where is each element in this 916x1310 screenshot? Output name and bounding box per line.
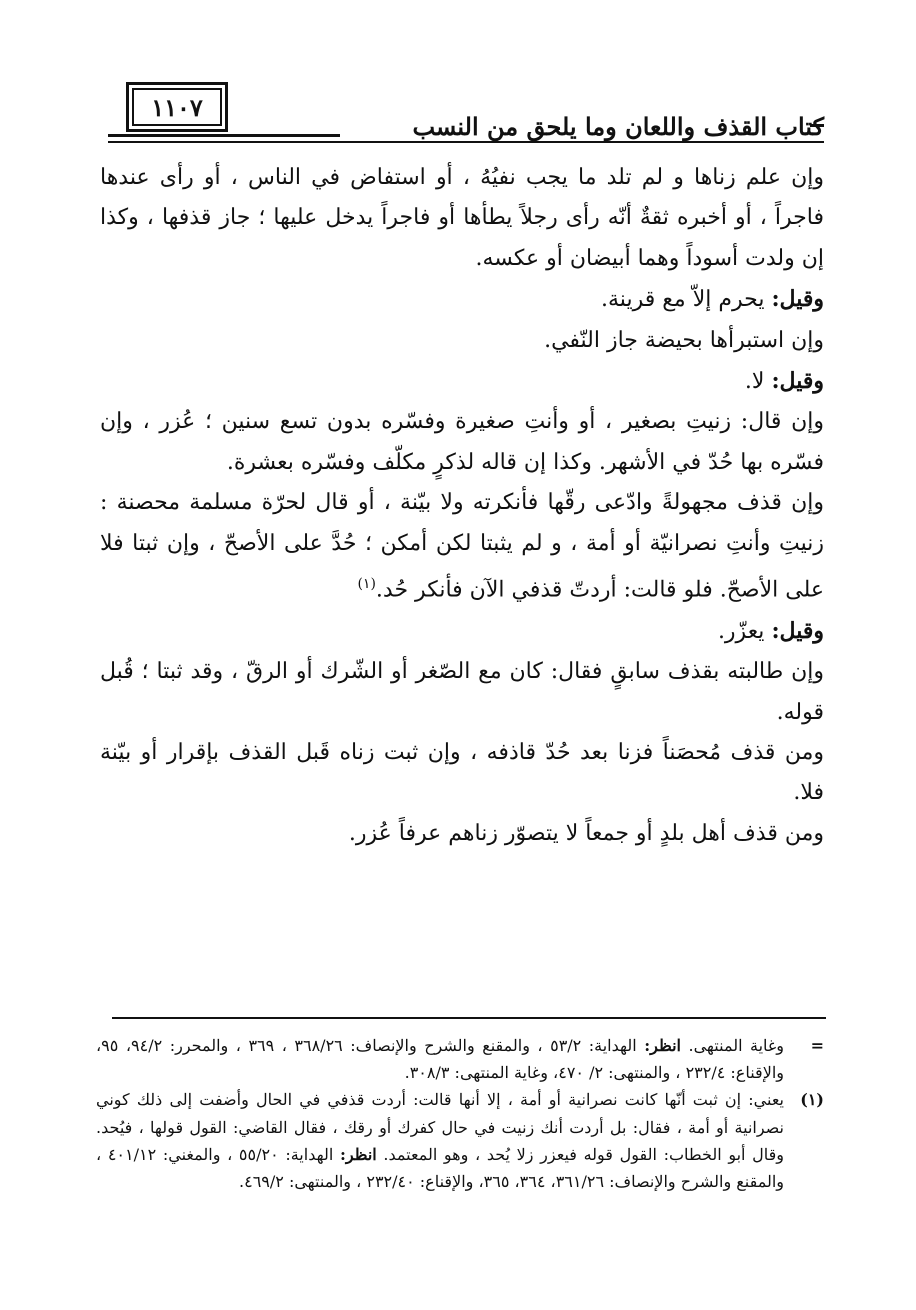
- paragraph-4: [100, 483, 824, 611]
- opinion-3: [100, 611, 824, 652]
- header-rule-left: [108, 134, 340, 137]
- page-number: [126, 82, 228, 132]
- opinion-text: يعزّر.: [717, 618, 765, 644]
- paragraph-1: وإن علم زناها و لم تلد ما يجب نفيُهُ ، أو استفاض في الناس ، أو رأى عندها فاجراً ، أو أخبره ثقةٌ أنّه رأى رجلاً يطأها أو فاجراً يدخل عليها ؛ جاز قذفها ، وكذا إن ولدت أسوداً وهما أبيضان أو عكسه.: [100, 165, 824, 271]
- opinion-1: [100, 279, 824, 320]
- paragraph-5: وإن طالبته بقذف سابقٍ فقال: كان مع الصّغر أو الشّرك أو الرقّ ، وقد ثبتا ؛ قُبل قوله.: [100, 659, 824, 725]
- main-text: [100, 158, 824, 854]
- opinion-label: وقيل:: [771, 617, 824, 644]
- paragraph-2: وإن استبرأها بحيضة جاز النّفي.: [544, 327, 824, 353]
- footnote-1: [96, 1086, 824, 1195]
- footnote-text: يعني: إن ثبت أنّها كانت نصرانية أو أمة ، إلا أنها قالت: أردت قذفي في الحال وأضفت إلى ذلك كوني نصرانية أو أمة ، فقال: بل أردت أنك زنيت في حال كفرك أو رقك ، فقال القاضي: القول قولها ، فيُحد. وقال أبو الخطاب: القول قوله فيعزر زلا يُحد ، وهو المعتمد.: [96, 1090, 785, 1164]
- footnote-text: الهداية: ٥٥/٢٠ ، والمغني: ٤٠١/١٢ ، والمقنع والشرح والإنصاف: ٣٦١/٢٦، ٣٦٤، ٣٦٥، والإقناع: ٢٣٢/٤٠ ، والمنتهى: ٤٦٩/٢.: [96, 1144, 784, 1192]
- footnotes: [96, 1032, 824, 1195]
- paragraph-4-text: وإن قذف مجهولةً وادّعى رقّها فأنكرته ولا بيّنة ، أو قال لحرّة مسلمة محصنة : زنيتِ وأنتِ نصرانيّة أو أمة ، و لم يثبتا لكن أمكن ؛ حُدَّ على الأصحّ ، وإن ثبتا فلا على الأصحّ. فلو قالت: أردتّ قذفي الآن فأنكر حُد.: [100, 490, 824, 603]
- footnote-marker: =: [810, 1036, 824, 1055]
- paragraph-6: ومن قذف مُحصَناً فزنا بعد حُدّ قاذفه ، وإن ثبت زناه قَبل القذف بإقرار أو بيّنة فلا.: [100, 740, 824, 806]
- footnote-label: انظر:: [339, 1144, 377, 1164]
- footnote-label: انظر:: [644, 1036, 681, 1055]
- footnote-body: [96, 1032, 784, 1086]
- opinion-2: [100, 361, 824, 402]
- opinion-label: وقيل:: [771, 368, 824, 395]
- running-title: كتاب القذف واللعان وما يلحق من النسب: [412, 112, 824, 141]
- paragraph-3: وإن قال: زنيتِ بصغير ، أو وأنتِ صغيرة وفسّره بدون تسع سنين ؛ عُزر ، وإن فسّره بها حُدّ في الأشهر. وكذا إن قاله لذكرٍ مكلّف وفسّره بعشرة.: [100, 409, 824, 475]
- paragraph-7: ومن قذف أهل بلدٍ أو جمعاً لا يتصوّر زناهم عرفاً عُزر.: [348, 820, 824, 846]
- footnote-continuation: [96, 1032, 824, 1086]
- footnote-text: وغاية المنتهى.: [688, 1036, 785, 1055]
- opinion-text: يحرم إلاّ مع قرينة.: [601, 287, 765, 313]
- footnote-body: [96, 1086, 784, 1195]
- opinion-text: لا.: [744, 369, 765, 395]
- footnote-marker: (١): [800, 1090, 824, 1110]
- opinion-label: وقيل:: [771, 286, 824, 313]
- footnote-reference: (١): [357, 576, 376, 593]
- footnote-separator: [112, 1017, 826, 1019]
- page-number-text: ١١٠٧: [151, 92, 203, 122]
- footnote-text: الهداية: ٥٣/٢ ، والمقنع والشرح والإنصاف: ٣٦٨/٢٦ ، ٣٦٩ ، والمحرر: ٩٤/٢، ٩٥، والإقناع: ٢٣٢/٤ ، والمنتهى: ٢/ ٤٧٠، وغاية المنتهى: ٣٠٨/٣.: [96, 1036, 784, 1083]
- header-rule-base: [108, 141, 824, 143]
